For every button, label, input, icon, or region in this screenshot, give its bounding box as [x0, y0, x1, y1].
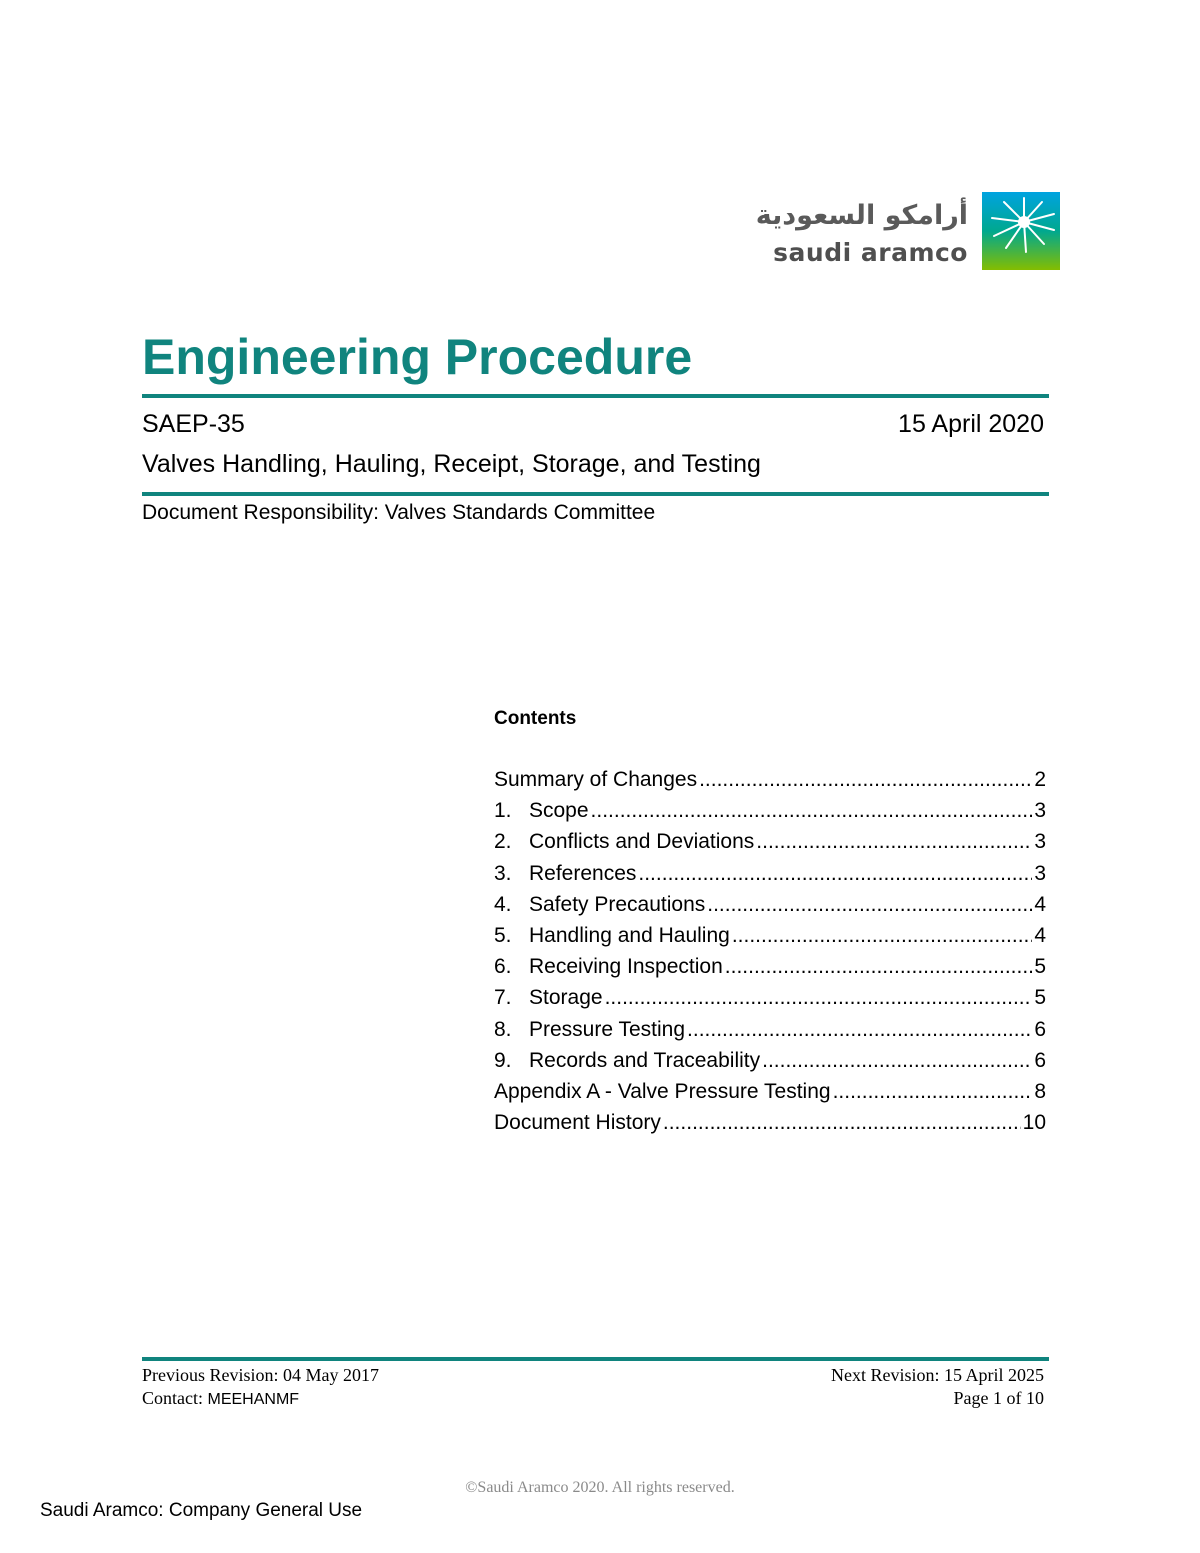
- toc-entry[interactable]: [494, 955, 1046, 986]
- toc-entry-label: Conflicts and Deviations: [529, 830, 755, 854]
- toc-entry-number: 1.: [494, 799, 512, 823]
- toc-entry-label: Pressure Testing: [529, 1017, 686, 1041]
- contact-label: Contact:: [142, 1388, 208, 1408]
- toc-entry-page: 6: [1034, 1048, 1046, 1072]
- logo-latin-text: saudi aramco: [773, 238, 968, 267]
- contact: [142, 1387, 379, 1411]
- toc-entry-page: 2: [1034, 768, 1046, 791]
- toc-entry-label: Document History: [494, 1111, 661, 1135]
- classification-label: Saudi Aramco: Company General Use: [40, 1500, 363, 1521]
- company-logo: [755, 192, 1060, 272]
- toc-entry-page: 5: [1034, 955, 1046, 979]
- toc-entry[interactable]: [494, 768, 1046, 799]
- toc-entry-label: Records and Traceability: [529, 1048, 761, 1072]
- toc-entry-page: 3: [1034, 830, 1046, 854]
- toc-leader-dots: [725, 955, 1033, 979]
- toc-entry[interactable]: [494, 1049, 1046, 1080]
- toc-entry-label: Summary of Changes: [494, 768, 698, 791]
- toc-entry-page: 8: [1034, 1079, 1046, 1103]
- toc-entry-page: 3: [1034, 799, 1046, 823]
- starburst-icon: [982, 192, 1060, 270]
- toc-leader-dots: [732, 924, 1033, 948]
- toc-entry-label: Scope: [529, 799, 589, 823]
- toc-entry-number: 6.: [494, 955, 512, 979]
- footer-divider: [142, 1357, 1049, 1361]
- toc-entry[interactable]: [494, 799, 1046, 830]
- toc-entry-number: 8.: [494, 1017, 512, 1041]
- toc-entry-label: Handling and Hauling: [529, 923, 730, 947]
- title-divider: [142, 394, 1049, 398]
- toc-entry-page: 6: [1034, 1017, 1046, 1041]
- toc-entry-label: Storage: [529, 986, 603, 1010]
- page-number: Page 1 of 10: [953, 1388, 1044, 1408]
- document-date: 15 April 2020: [898, 410, 1044, 438]
- toc-leader-dots: [762, 1049, 1032, 1073]
- footer-right: [831, 1364, 1044, 1410]
- logo-arabic-text: أرامكو السعودية: [755, 200, 968, 231]
- toc-entry-page: 10: [1022, 1111, 1046, 1135]
- contact-value: MEEHANMF: [207, 1391, 300, 1408]
- document-responsibility: Document Responsibility: Valves Standards Committee: [142, 501, 656, 524]
- toc-entry-page: 3: [1034, 861, 1046, 885]
- toc-entry-label: Appendix A - Valve Pressure Testing: [494, 1079, 831, 1103]
- toc-entry[interactable]: [494, 830, 1046, 861]
- toc-entry[interactable]: [494, 1080, 1046, 1111]
- toc-entry[interactable]: [494, 1018, 1046, 1049]
- toc-leader-dots: [833, 1080, 1033, 1104]
- subtitle-divider: [142, 492, 1049, 496]
- toc-entry[interactable]: [494, 986, 1046, 1017]
- toc-heading: Contents: [494, 708, 577, 729]
- toc-leader-dots: [591, 799, 1033, 823]
- toc-entry-label: References: [529, 861, 637, 885]
- toc-leader-dots: [638, 862, 1032, 886]
- footer-left: [142, 1364, 379, 1411]
- toc-leader-dots: [707, 893, 1032, 917]
- page-title: Engineering Procedure: [142, 329, 693, 385]
- toc-entry[interactable]: [494, 862, 1046, 893]
- toc-entry-number: 4.: [494, 892, 512, 916]
- toc-entry[interactable]: [494, 1111, 1046, 1142]
- document-subtitle: Valves Handling, Hauling, Receipt, Storage, and Testing: [142, 450, 761, 478]
- toc-leader-dots: [663, 1111, 1021, 1135]
- toc-entry-number: 9.: [494, 1048, 512, 1072]
- toc-entry[interactable]: [494, 924, 1046, 955]
- toc-entry-label: Receiving Inspection: [529, 955, 723, 979]
- toc-leader-dots: [605, 986, 1033, 1010]
- toc-entry-page: 5: [1034, 986, 1046, 1010]
- toc-entry-page: 4: [1034, 892, 1046, 916]
- toc-list: [494, 768, 1046, 1142]
- toc-entry-label: Safety Precautions: [529, 892, 706, 916]
- toc-leader-dots: [687, 1018, 1032, 1042]
- table-of-contents: [494, 708, 1046, 1142]
- toc-leader-dots: [756, 830, 1032, 854]
- toc-entry[interactable]: [494, 893, 1046, 924]
- toc-entry-number: 5.: [494, 923, 512, 947]
- next-revision: Next Revision: 15 April 2025: [831, 1365, 1044, 1385]
- toc-entry-page: 4: [1034, 923, 1046, 947]
- toc-leader-dots: [699, 768, 1032, 792]
- previous-revision: Previous Revision: 04 May 2017: [142, 1365, 379, 1385]
- toc-entry-number: 2.: [494, 830, 512, 854]
- copyright-notice: ©Saudi Aramco 2020. All rights reserved.: [465, 1479, 735, 1496]
- toc-entry-number: 7.: [494, 986, 512, 1010]
- document-id: SAEP-35: [142, 410, 245, 438]
- toc-entry-number: 3.: [494, 861, 512, 885]
